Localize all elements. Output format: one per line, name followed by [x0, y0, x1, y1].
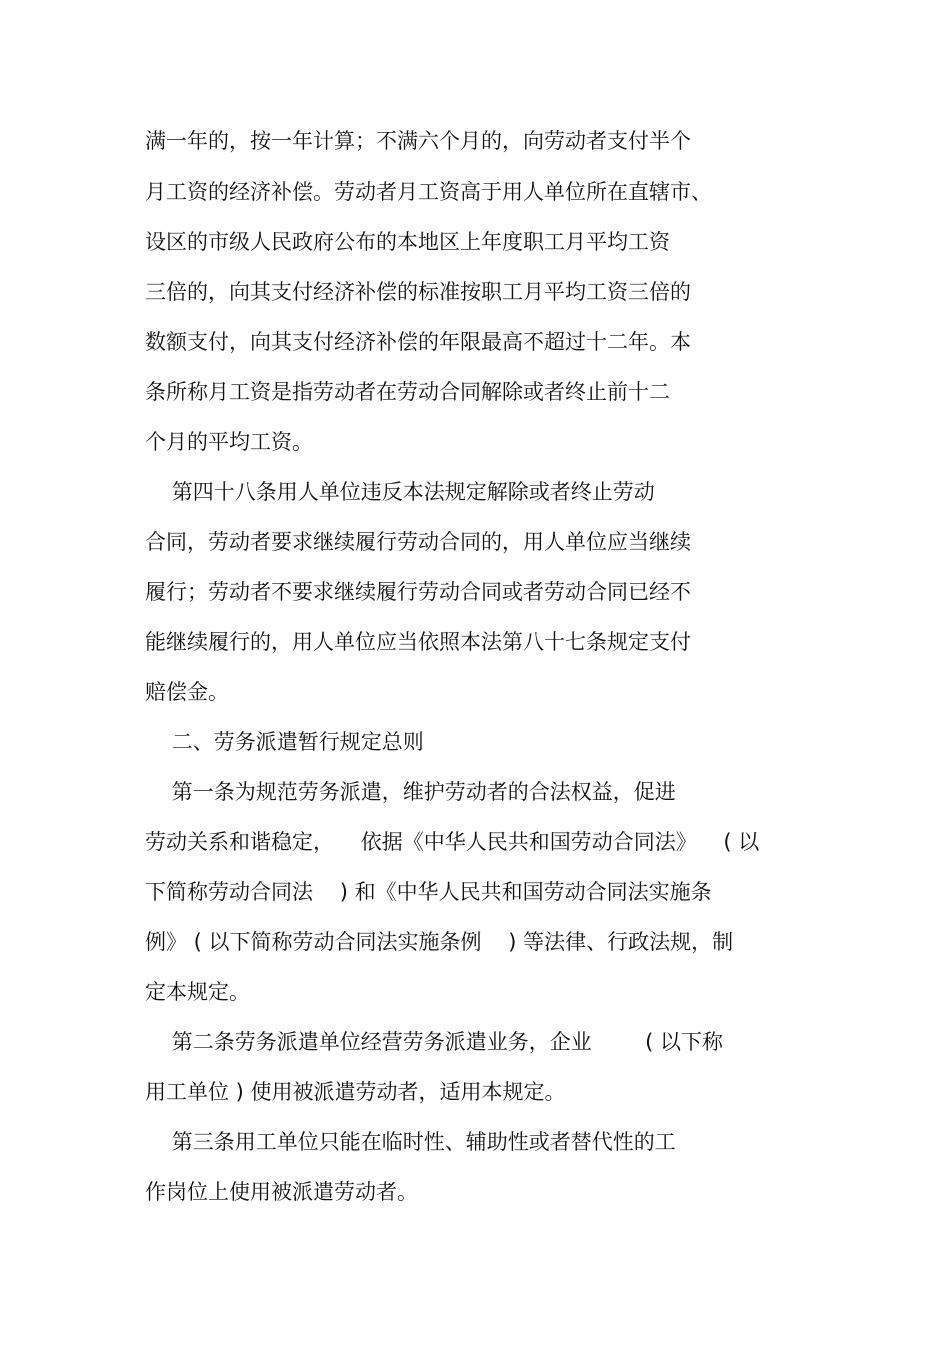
text-line: 劳动关系和谐稳定， 依据《中华人民共和国劳动合同法》 ( 以 [145, 830, 760, 854]
text-line: 赔偿金。 [145, 680, 229, 704]
section-heading: 二、劳务派遣暂行规定总则 [145, 730, 424, 754]
text-line: 履行；劳动者不要求继续履行劳动合同或者劳动合同已经不 [145, 580, 691, 604]
text-line: 定本规定。 [145, 980, 250, 1004]
text-line: 作岗位上使用被派遣劳动者。 [145, 1180, 418, 1204]
text-line: 合同，劳动者要求继续履行劳动合同的，用人单位应当继续 [145, 530, 691, 554]
text-line: 条所称月工资是指劳动者在劳动合同解除或者终止前十二 [145, 380, 670, 404]
text-line: 能继续履行的，用人单位应当依照本法第八十七条规定支付 [145, 630, 691, 654]
text-line: 满一年的，按一年计算；不满六个月的，向劳动者支付半个 [145, 129, 691, 153]
text-line: 数额支付，向其支付经济补偿的年限最高不超过十二年。本 [145, 330, 691, 354]
text-line: 第四十八条用人单位违反本法规定解除或者终止劳动 [145, 480, 655, 504]
text-line: 用工单位 ) 使用被派遣劳动者，适用本规定。 [145, 1080, 566, 1104]
text-line: 下简称劳动合同法 ) 和《中华人民共和国劳动合同法实施条 [145, 880, 712, 904]
text-line: 设区的市级人民政府公布的本地区上年度职工月平均工资 [145, 230, 670, 254]
text-line: 个月的平均工资。 [145, 430, 313, 454]
text-line: 第二条劳务派遣单位经营劳务派遣业务，企业 ( 以下称 [145, 1030, 723, 1054]
text-line: 第一条为规范劳务派遣，维护劳动者的合法权益，促进 [145, 780, 676, 804]
text-line: 月工资的经济补偿。劳动者月工资高于用人单位所在直辖市、 [145, 180, 712, 204]
text-line: 第三条用工单位只能在临时性、辅助性或者替代性的工 [145, 1130, 676, 1154]
text-line: 例》 ( 以下简称劳动合同法实施条例 ) 等法律、行政法规，制 [145, 930, 734, 954]
text-line: 三倍的，向其支付经济补偿的标准按职工月平均工资三倍的 [145, 280, 691, 304]
